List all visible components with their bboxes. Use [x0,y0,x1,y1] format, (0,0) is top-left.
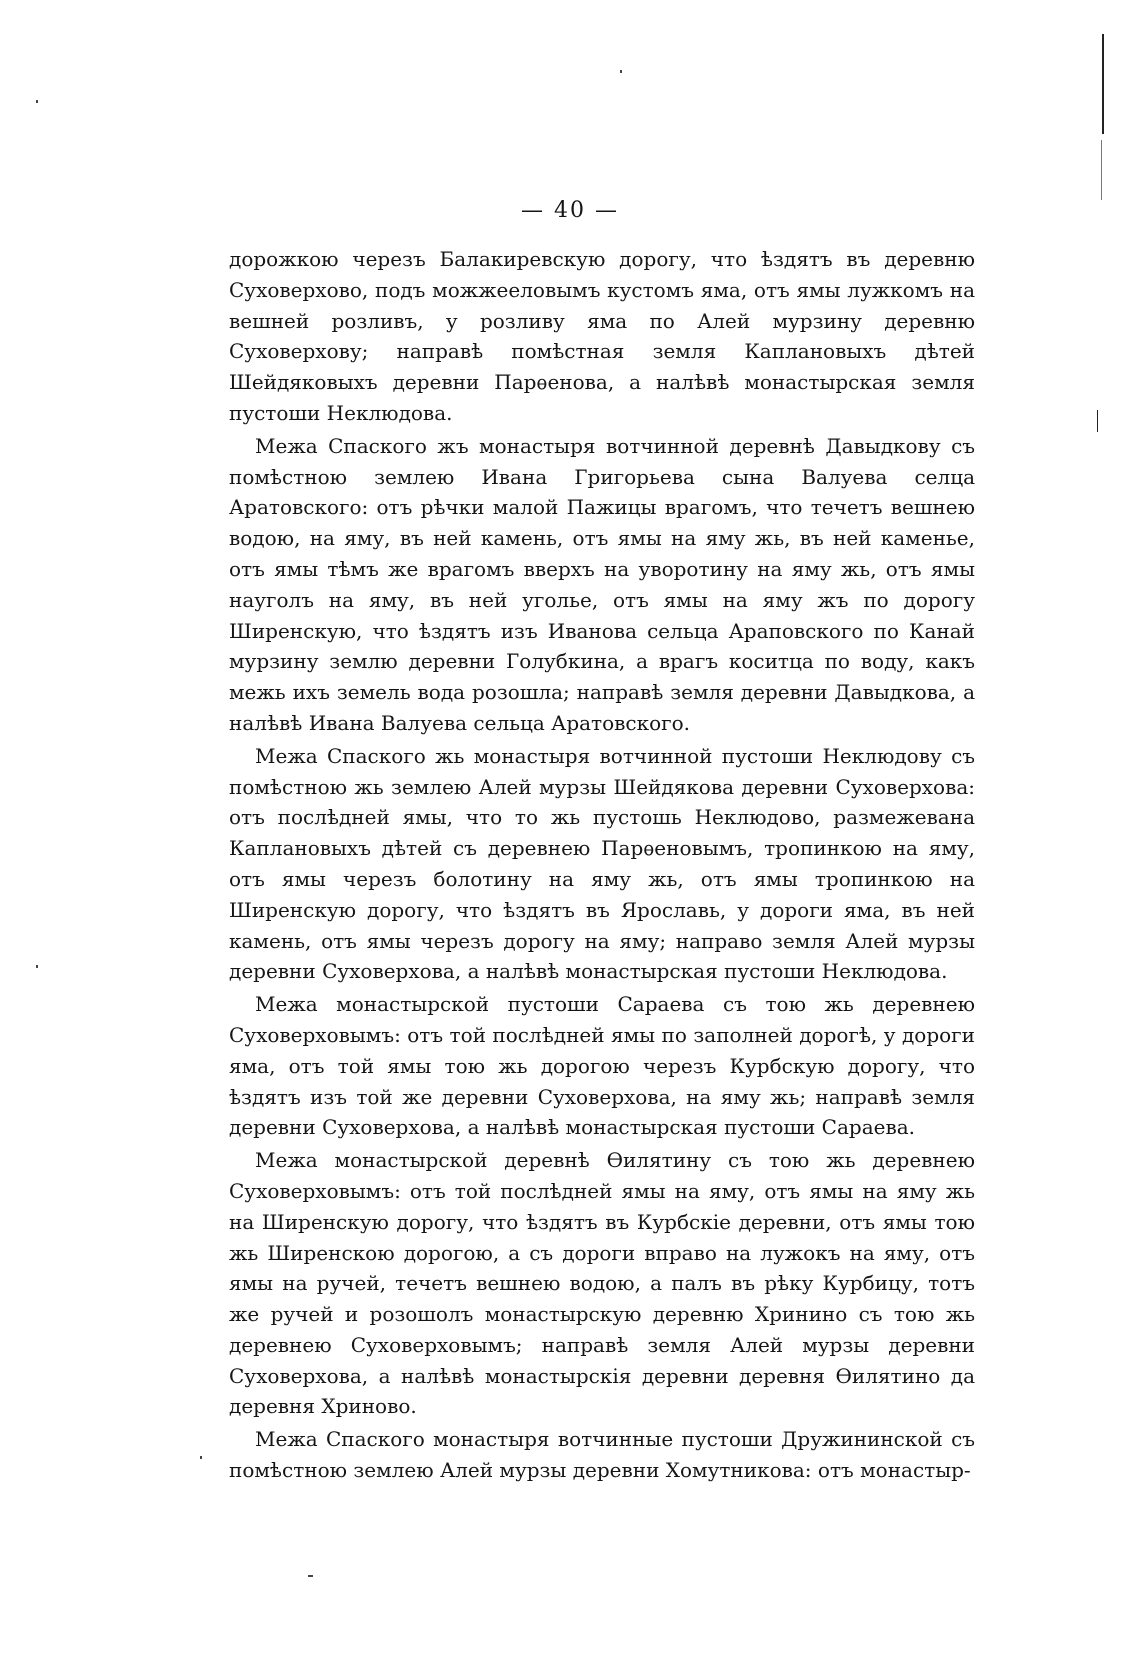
paragraph-continued: дорожкою черезъ Балакиревскую дорогу, что ѣздятъ въ деревню Суховерхово, подъ можжееловымъ кустомъ яма, отъ ямы лужкомъ на вешней розливъ, у розливу яма по Алей мурзину деревню Суховерхову; направѣ помѣстная земля Каплановыхъ дѣтей Шейдяковыхъ деревни Парѳенова, а налѣвѣ монастырская земля пустоши Неклюдова. [229,247,975,425]
scan-edge-line-mid [1097,410,1098,432]
scan-speck [620,70,622,73]
scan-speck [36,965,38,968]
scan-edge-line-top [1102,34,1104,134]
scan-edge-line-upper [1101,140,1102,200]
scan-speck [200,1456,202,1459]
paragraph-mezha-saraevo: Межа монастырской пустоши Сараева съ тою жь деревнею Суховерховымъ: отъ той послѣдней ямы по заполней дорогѣ, у дороги яма, отъ той ямы тою жь дорогою черезъ Курбскую дорогу, что ѣздятъ изъ той же деревни Суховерхова, на яму жь; направѣ земля деревни Суховерхова, а налѣвѣ монастырская пустоши Сараева. [229,992,975,1140]
scan-speck [36,100,38,103]
page-number: — 40 — [521,198,619,223]
body-text [229,244,975,1488]
paragraph-mezha-neklyudovo: Межа Спаского жь монастыря вотчинной пустоши Неклюдову съ помѣстною жь землею Алей мурзы Шейдякова деревни Суховерхова: отъ послѣдней ямы, что то жь пустошь Неклюдово, размежевана Каплановыхъ дѣтей съ деревнею Парѳеновымъ, тропинкою на яму, отъ ямы черезъ болотину на яму жь, отъ ямы тропинкою на Ширенскую дорогу, что ѣздятъ въ Ярославь, у дороги яма, въ ней камень, отъ ямы черезъ дорогу на яму; направо земля Алей мурзы деревни Суховерхова, а налѣвѣ монастырская пустоши Неклюдова. [229,743,975,984]
paragraph-mezha-davydkovo: Межа Спаского жъ монастыря вотчинной деревнѣ Давыдкову съ помѣстною землею Ивана Григорьева сына Валуева селца Аратовского: отъ рѣчки малой Пажицы врагомъ, что течетъ вешнею водою, на яму, въ ней камень, отъ ямы на яму жь, въ ней каменье, отъ ямы тѣмъ же врагомъ вверхъ на уворотину на яму жь, отъ ямы науголъ на яму, въ ней уголье, отъ ямы на яму жъ по дорогу Ширенскую, что ѣздятъ изъ Иванова сельца Араповского по Канай мурзину землю деревни Голубкина, а врагъ коситца по воду, какъ межь ихъ земель вода розошла; направѣ земля деревни Давыдкова, а налѣвѣ Ивана Валуева сельца Аратовского. [229,433,975,735]
paragraph-mezha-filyatino: Межа монастырской деревнѣ Ѳилятину съ тою жь деревнею Суховерховымъ: отъ той послѣдней ямы на яму, отъ ямы на яму жь на Ширенскую дорогу, что ѣздятъ въ Курбскіе деревни, отъ ямы тою жь Ширенскою дорогою, а съ дороги вправо на лужокъ на яму, отъ ямы на ручей, течетъ вешнею водою, а палъ въ рѣку Курбицу, тотъ же ручей и розошолъ монастырскую деревню Хринино съ тою жь деревнею Суховерховымъ; направѣ земля Алей мурзы деревни Суховерхова, а налѣвѣ монастырскія деревни деревня Ѳилятино да деревня Хриново. [229,1148,975,1419]
scan-speck [308,1575,313,1577]
paragraph-mezha-druzhininskaya: Межа Спаского монастыря вотчинные пустоши Дружининской съ помѣстною землею Алей мурзы деревни Хомутникова: отъ монастыр- [229,1427,975,1483]
